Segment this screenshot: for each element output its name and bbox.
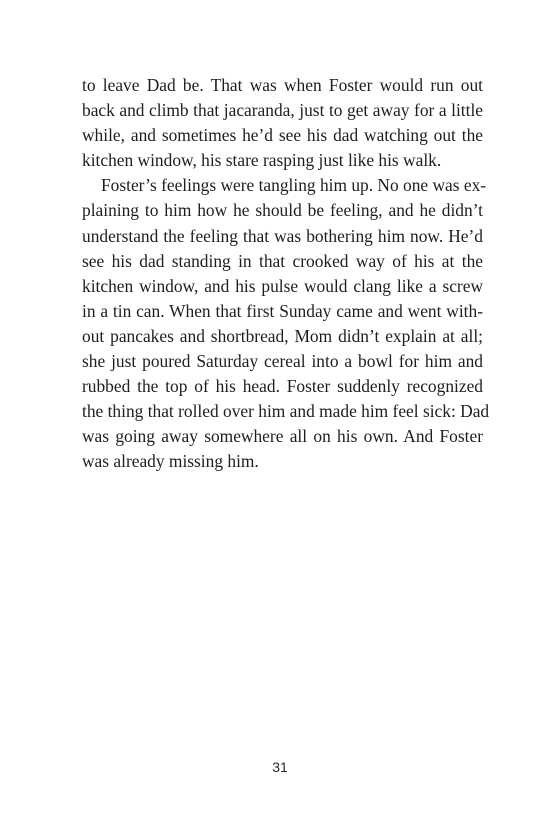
text-line: understand the feeling that was bothering him now. He’d [82, 225, 483, 246]
text-line: to leave Dad be. That was when Foster would run out [82, 75, 483, 95]
page-number: 31 [272, 759, 288, 775]
text-line: kitchen window, and his pulse would clang like a screw [82, 275, 483, 296]
body-text [82, 73, 490, 475]
text-line: see his dad standing in that crooked way of his at the [82, 250, 483, 271]
text-line: plaining to him how he should be feeling, and he didn’t [82, 200, 483, 221]
text-line: Foster’s feelings were tangling him up. No one was ex- [101, 175, 487, 196]
text-line: rubbed the top of his head. Foster suddenly recognized [82, 376, 483, 397]
text-line: kitchen window, his stare rasping just like his walk. [82, 150, 442, 171]
text-line: the thing that rolled over him and made him feel sick: Dad [82, 401, 490, 422]
text-line: out pancakes and shortbread, Mom didn’t explain at all; [82, 325, 483, 346]
text-line: was going away somewhere all on his own. And Foster [82, 426, 483, 447]
paragraph-2 [82, 173, 490, 474]
text-line: was already missing him. [82, 451, 259, 472]
paragraph-1 [82, 73, 483, 173]
text-line: back and climb that jacaranda, just to get away for a little [82, 100, 483, 121]
text-line: she just poured Saturday cereal into a bowl for him and [82, 351, 483, 372]
text-line: in a tin can. When that first Sunday came and went with- [82, 300, 483, 321]
text-line: while, and sometimes he’d see his dad watching out the [82, 125, 483, 146]
